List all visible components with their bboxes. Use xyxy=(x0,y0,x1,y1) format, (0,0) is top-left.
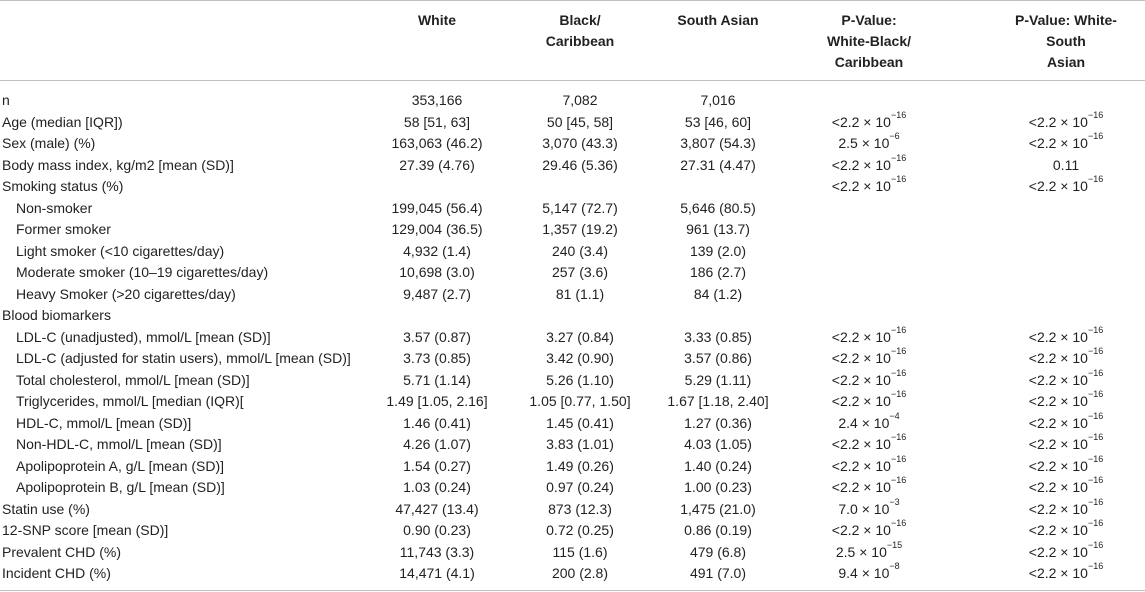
cell-p-white-black: $<2.2 \times 10^{-16}$ xyxy=(831,152,907,173)
table-row xyxy=(0,133,1145,155)
exponent: −16 xyxy=(1087,410,1104,421)
cell-black-caribbean: 257 (3.6) xyxy=(551,264,609,280)
row-label: Blood biomarkers xyxy=(2,307,111,323)
cell-south-asian: 139 (2.0) xyxy=(689,242,747,259)
exponent: −16 xyxy=(1087,346,1104,357)
row-label: Non-HDL-C, mmol/L [mean (SD)] xyxy=(16,436,222,452)
cell-p-white-black: $<2.2 \times 10^{-16}$ xyxy=(831,453,907,474)
table-row xyxy=(0,434,1145,456)
cell-south-asian: 1.00 (0.23) xyxy=(684,479,752,495)
cell-p-white-south-asian: $<2.2 \times 10^{-16}$ xyxy=(1028,475,1104,495)
cell-p-white-black: $2.4 \times 10^{-4}$ xyxy=(838,410,900,431)
cell-south-asian: 27.31 (4.47) xyxy=(680,156,756,173)
table-row xyxy=(0,152,1145,177)
cell-south-asian: 3.57 (0.86) xyxy=(684,350,752,366)
header-line: P-Value: xyxy=(841,12,897,28)
cell-white: 11,743 (3.3) xyxy=(399,543,475,560)
exponent: −16 xyxy=(1087,109,1104,120)
row-label: n xyxy=(2,92,10,108)
cell-black-caribbean: 873 (12.3) xyxy=(548,500,612,517)
table-bottom-rule xyxy=(0,590,1145,591)
table-row xyxy=(0,324,1145,349)
cell-white: 47,427 (13.4) xyxy=(395,500,479,517)
header-line: P-Value: White- xyxy=(1015,12,1117,28)
row-label: Statin use (%) xyxy=(2,500,90,517)
cell-south-asian: 5,646 (80.5) xyxy=(680,199,756,216)
row-label: Former smoker xyxy=(16,221,111,237)
cell-p-white-black: $<2.2 \times 10^{-16}$ xyxy=(831,174,907,194)
cell-south-asian: 3.33 (0.85) xyxy=(684,328,752,345)
cell-white: 129,004 (36.5) xyxy=(391,221,483,237)
table-row xyxy=(0,563,1145,585)
cell-p-white-south-asian: $<2.2 \times 10^{-16}$ xyxy=(1028,131,1104,151)
cell-black-caribbean: 3.42 (0.90) xyxy=(546,350,614,366)
exponent: −16 xyxy=(1087,561,1104,572)
cell-black-caribbean: 1,357 (19.2) xyxy=(542,221,618,237)
exponent: −16 xyxy=(1087,174,1104,185)
cell-south-asian: 3,807 (54.3) xyxy=(680,135,756,151)
row-label: Light smoker (<10 cigarettes/day) xyxy=(16,242,225,259)
cell-black-caribbean: 115 (1.6) xyxy=(552,543,608,560)
cell-p-white-south-asian: $<2.2 \times 10^{-16}$ xyxy=(1028,518,1104,538)
row-label: Smoking status (%) xyxy=(2,178,124,194)
cell-white: 9,487 (2.7) xyxy=(403,285,471,302)
row-label: LDL-C (unadjusted), mmol/L [mean (SD)] xyxy=(16,328,271,345)
header-p-white-black xyxy=(800,10,938,73)
cell-white: 4,932 (1.4) xyxy=(403,242,471,259)
cell-p-white-black: $<2.2 \times 10^{-16}$ xyxy=(831,346,907,366)
table-row xyxy=(0,262,1145,284)
table-row xyxy=(0,109,1145,134)
cell-white: 1.03 (0.24) xyxy=(403,479,471,495)
cell-white: 1.49 [1.05, 2.16] xyxy=(386,393,488,409)
header-line: South xyxy=(1046,33,1086,49)
exponent: −16 xyxy=(1087,496,1104,507)
cell-p-white-south-asian: $<2.2 \times 10^{-16}$ xyxy=(1028,324,1104,345)
table-row xyxy=(0,539,1145,564)
table-row xyxy=(0,348,1145,370)
table-row xyxy=(0,496,1145,521)
header-black-caribbean xyxy=(515,10,645,52)
cell-south-asian: 1.67 [1.18, 2.40] xyxy=(667,393,769,409)
exponent: −16 xyxy=(1087,389,1104,400)
cell-south-asian: 0.86 (0.19) xyxy=(684,522,752,538)
cell-black-caribbean: 3,070 (43.3) xyxy=(542,135,618,151)
cell-black-caribbean: 240 (3.4) xyxy=(551,242,609,259)
row-label: Apolipoprotein A, g/L [mean (SD)] xyxy=(16,457,225,474)
cell-white: 353,166 xyxy=(411,92,463,108)
cell-black-caribbean: 0.97 (0.24) xyxy=(546,479,614,495)
exponent: −16 xyxy=(890,109,907,120)
cell-south-asian: 1,475 (21.0) xyxy=(680,500,756,517)
row-label: Incident CHD (%) xyxy=(2,565,111,581)
cell-p-white-black: $<2.2 \times 10^{-16}$ xyxy=(831,367,907,388)
header-line: Asian xyxy=(1046,54,1086,70)
cell-black-caribbean: 1.45 (0.41) xyxy=(546,414,614,431)
cell-p-white-black: $2.5 \times 10^{-15}$ xyxy=(835,539,903,560)
header-bottom-rule xyxy=(0,80,1145,81)
cell-p-white-black: $<2.2 \times 10^{-16}$ xyxy=(831,389,907,409)
cell-p-white-black: $2.5 \times 10^{-6}$ xyxy=(838,131,900,151)
exponent: −16 xyxy=(1087,432,1104,443)
cell-south-asian: 5.29 (1.11) xyxy=(684,371,752,388)
exponent: −16 xyxy=(1087,539,1104,550)
cell-p-white-south-asian: $<2.2 \times 10^{-16}$ xyxy=(1028,389,1104,409)
row-label: Sex (male) (%) xyxy=(2,135,96,151)
header-line: Caribbean xyxy=(834,54,904,70)
cell-south-asian: 186 (2.7) xyxy=(689,264,747,280)
cell-black-caribbean: 5.26 (1.10) xyxy=(546,371,614,388)
cell-white: 163,063 (46.2) xyxy=(391,135,483,151)
exponent: −16 xyxy=(890,389,907,400)
cell-white: 3.57 (0.87) xyxy=(403,328,471,345)
cell-p-white-black: $<2.2 \times 10^{-16}$ xyxy=(831,475,907,495)
row-label: LDL-C (adjusted for statin users), mmol/L [mean (SD)] xyxy=(16,350,351,366)
table-row xyxy=(0,453,1145,478)
table-row xyxy=(0,367,1145,392)
cell-black-caribbean: 1.49 (0.26) xyxy=(546,457,614,474)
exponent: −16 xyxy=(890,432,907,443)
cell-white: 3.73 (0.85) xyxy=(403,350,471,366)
cell-white: 1.54 (0.27) xyxy=(403,457,471,474)
table-row xyxy=(0,477,1145,499)
table-row xyxy=(0,176,1145,198)
table-row xyxy=(0,219,1145,241)
cell-white: 0.90 (0.23) xyxy=(403,522,471,538)
cell-black-caribbean: 50 [45, 58] xyxy=(546,113,614,130)
cell-p-white-south-asian: $<2.2 \times 10^{-16}$ xyxy=(1028,496,1104,517)
cell-black-caribbean: 29.46 (5.36) xyxy=(542,156,618,173)
cell-black-caribbean: 7,082 xyxy=(562,92,598,108)
cell-p-white-south-asian: $<2.2 \times 10^{-16}$ xyxy=(1028,561,1104,581)
exponent: −6 xyxy=(889,131,900,142)
cell-p-white-south-asian: $<2.2 \times 10^{-16}$ xyxy=(1028,346,1104,366)
cell-white: 27.39 (4.76) xyxy=(399,156,475,173)
cell-p-white-south-asian: 0.11 xyxy=(1052,156,1080,173)
header-line: White-Black/ xyxy=(826,33,911,49)
row-label: Non-smoker xyxy=(16,199,93,216)
exponent: −16 xyxy=(1087,453,1104,464)
header-south-asian: South Asian xyxy=(677,12,759,28)
cell-p-white-south-asian: $<2.2 \times 10^{-16}$ xyxy=(1028,174,1104,194)
exponent: −8 xyxy=(889,561,900,572)
exponent: −16 xyxy=(1087,324,1104,335)
cell-white: 5.71 (1.14) xyxy=(403,371,471,388)
row-label: Heavy Smoker (>20 cigarettes/day) xyxy=(16,285,236,302)
cell-p-white-black: $<2.2 \times 10^{-16}$ xyxy=(831,324,907,345)
exponent: −16 xyxy=(890,475,907,486)
table-row xyxy=(0,391,1145,413)
exponent: −16 xyxy=(1087,518,1104,529)
table-row xyxy=(0,520,1145,542)
exponent: −16 xyxy=(890,518,907,529)
cell-south-asian: 961 (13.7) xyxy=(686,221,750,237)
table-row xyxy=(0,410,1145,435)
cell-south-asian: 84 (1.2) xyxy=(693,285,743,302)
table-row xyxy=(0,198,1145,220)
cell-black-caribbean: 81 (1.1) xyxy=(555,285,605,302)
cell-p-white-black: $9.4 \times 10^{-8}$ xyxy=(838,561,900,581)
cell-p-white-south-asian: $<2.2 \times 10^{-16}$ xyxy=(1028,453,1104,474)
cell-white: 14,471 (4.1) xyxy=(399,565,475,581)
cell-black-caribbean: 0.72 (0.25) xyxy=(546,522,614,538)
exponent: −16 xyxy=(890,174,907,185)
exponent: −16 xyxy=(890,324,907,335)
cell-south-asian: 1.40 (0.24) xyxy=(684,457,752,474)
exponent: −15 xyxy=(886,539,903,550)
row-label: Apolipoprotein B, g/L [mean (SD)] xyxy=(16,479,225,495)
exponent: −16 xyxy=(1087,131,1104,142)
header-white: White xyxy=(417,12,457,28)
row-label: Total cholesterol, mmol/L [mean (SD)] xyxy=(16,371,250,388)
cell-p-white-south-asian: $<2.2 \times 10^{-16}$ xyxy=(1028,109,1104,130)
cell-black-caribbean: 3.83 (1.01) xyxy=(546,436,614,452)
cell-p-white-black: $7.0 \times 10^{-3}$ xyxy=(838,496,900,517)
table-row xyxy=(0,305,1145,327)
row-label: Age (median [IQR]) xyxy=(2,113,123,130)
cell-south-asian: 491 (7.0) xyxy=(689,565,747,581)
row-label: HDL-C, mmol/L [mean (SD)] xyxy=(16,414,192,431)
row-label: Triglycerides, mmol/L [median (IQR)[ xyxy=(16,393,244,409)
cell-white: 10,698 (3.0) xyxy=(399,264,475,280)
table-row xyxy=(0,90,1145,112)
row-label: 12-SNP score [mean (SD)] xyxy=(2,522,169,538)
row-label: Body mass index, kg/m2 [mean (SD)] xyxy=(2,156,234,173)
cell-p-white-black: $<2.2 \times 10^{-16}$ xyxy=(831,432,907,452)
cell-south-asian: 53 [46, 60] xyxy=(684,113,752,130)
table-row xyxy=(0,284,1145,306)
exponent: −16 xyxy=(1087,475,1104,486)
row-label: Prevalent CHD (%) xyxy=(2,543,122,560)
exponent: −16 xyxy=(890,152,907,163)
exponent: −16 xyxy=(1087,367,1104,378)
cell-p-white-south-asian: $<2.2 \times 10^{-16}$ xyxy=(1028,539,1104,560)
row-label: Moderate smoker (10–19 cigarettes/day) xyxy=(16,264,269,280)
table-top-rule xyxy=(0,0,1145,1)
exponent: −4 xyxy=(889,410,900,421)
header-p-white-south-asian xyxy=(995,10,1137,73)
exponent: −16 xyxy=(890,367,907,378)
cell-p-white-south-asian: $<2.2 \times 10^{-16}$ xyxy=(1028,410,1104,431)
cell-white: 4.26 (1.07) xyxy=(403,436,471,452)
exponent: −3 xyxy=(889,496,900,507)
cell-white: 1.46 (0.41) xyxy=(403,414,471,431)
exponent: −16 xyxy=(890,346,907,357)
exponent: −16 xyxy=(890,453,907,464)
cell-south-asian: 4.03 (1.05) xyxy=(684,436,752,452)
cell-p-white-black: $<2.2 \times 10^{-16}$ xyxy=(831,518,907,538)
cell-p-white-black: $<2.2 \times 10^{-16}$ xyxy=(831,109,907,130)
cell-black-caribbean: 200 (2.8) xyxy=(551,565,609,581)
cell-p-white-south-asian: $<2.2 \times 10^{-16}$ xyxy=(1028,367,1104,388)
header-line: Black/ xyxy=(559,12,601,28)
cell-white: 58 [51, 63] xyxy=(403,113,471,130)
cell-black-caribbean: 1.05 [0.77, 1.50] xyxy=(529,393,631,409)
cell-black-caribbean: 3.27 (0.84) xyxy=(546,328,614,345)
header-line: Caribbean xyxy=(545,33,615,49)
cell-p-white-south-asian: $<2.2 \times 10^{-16}$ xyxy=(1028,432,1104,452)
cell-south-asian: 7,016 xyxy=(700,92,736,108)
cell-south-asian: 1.27 (0.36) xyxy=(684,414,752,431)
table-row xyxy=(0,241,1145,263)
cell-south-asian: 479 (6.8) xyxy=(689,543,747,560)
cell-black-caribbean: 5,147 (72.7) xyxy=(542,199,618,216)
cell-white: 199,045 (56.4) xyxy=(391,199,483,216)
